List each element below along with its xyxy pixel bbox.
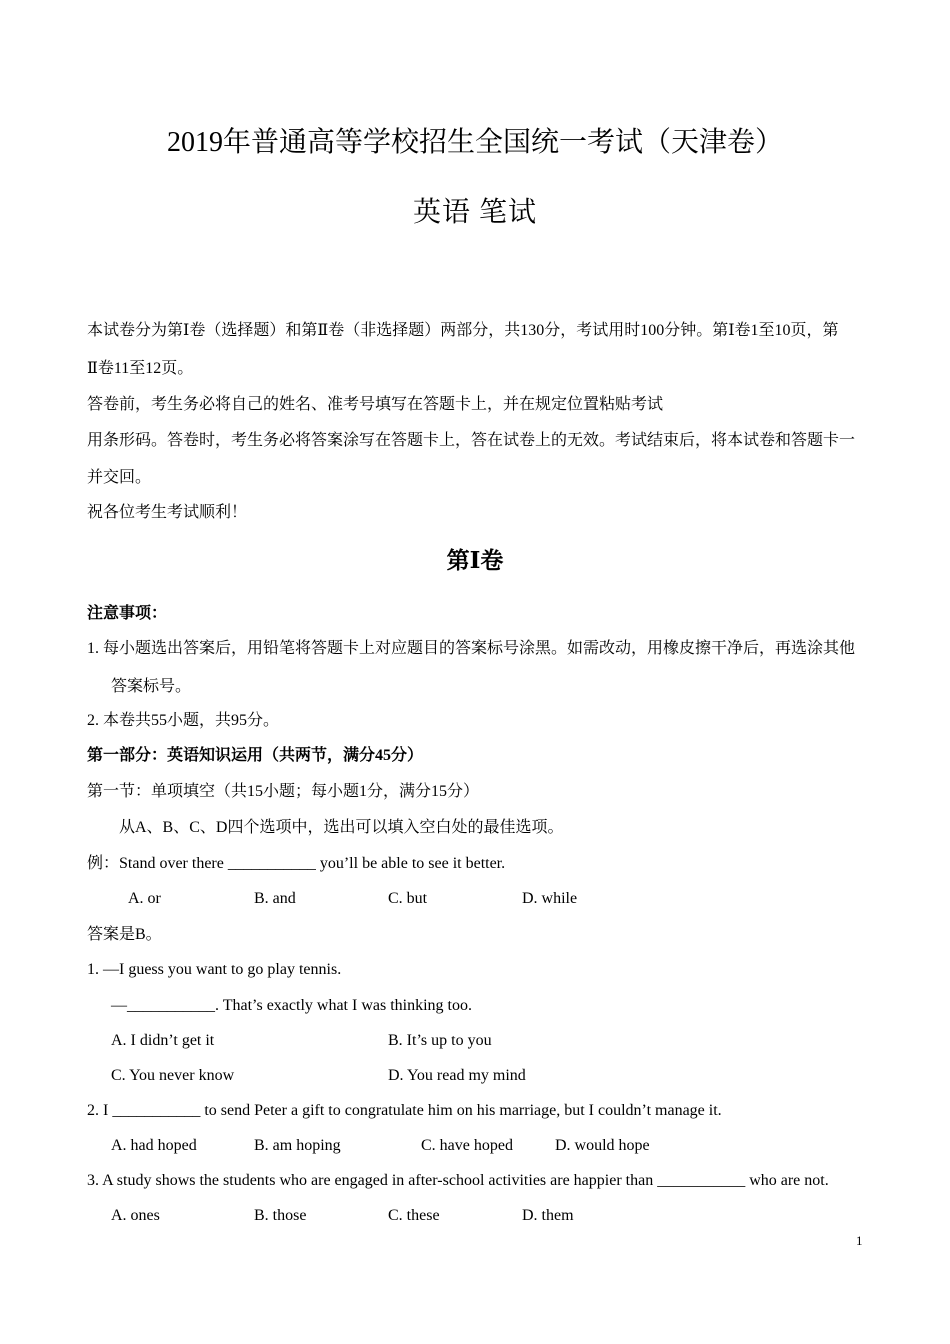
section1-heading: 第一节：单项填空（共15小题；每小题1分，满分15分） [87,783,480,800]
example-option-b: B. and [254,890,296,907]
intro-line-1: 本试卷分为第Ⅰ卷（选择题）和第Ⅱ卷（非选择题）两部分，共130分，考试用时100分钟。第Ⅰ卷1至10页，第 [87,322,839,339]
intro-line-2: Ⅱ卷11至12页。 [87,360,194,377]
question-1-option-a: A. I didn’t get it [111,1032,215,1049]
part1-heading: 第一部分：英语知识运用（共两节，满分45分） [87,747,424,764]
notes-item-1-cont: 答案标号。 [111,678,192,695]
question-1-option-c: C. You never know [111,1067,235,1084]
example-answer: 答案是B。 [87,926,162,943]
intro-line-5: 并交回。 [87,469,152,486]
intro-line-4: 用条形码。答卷时，考生务必将答案涂写在答题卡上，答在试卷上的无效。考试结束后，将本试卷和答题卡一 [87,432,856,449]
example-option-c: C. but [388,890,428,907]
exam-subtitle: 英语 笔试 [412,197,537,228]
example-stem: 例：Stand over there ___________ you’ll be able to see it better. [87,855,506,872]
intro-line-3: 答卷前，考生务必将自己的姓名、准考号填写在答题卡上，并在规定位置粘贴考试 [87,396,664,413]
question-2-option-d: D. would hope [555,1137,650,1154]
example-option-d: D. while [522,890,578,907]
question-1-reply: —___________. That’s exactly what I was thinking too. [111,997,472,1014]
question-3-option-d: D. them [522,1207,574,1224]
question-2-option-b: B. am hoping [254,1137,341,1154]
notes-item-1: 1. 每小题选出答案后，用铅笔将答题卡上对应题目的答案标号涂黑。如需改动，用橡皮擦干净后，再选涂其他 [87,640,856,657]
question-2-option-c: C. have hoped [421,1137,513,1154]
section-title: 第Ⅰ卷 [446,548,504,573]
section1-instruction: 从A、B、C、D四个选项中，选出可以填入空白处的最佳选项。 [119,819,564,836]
question-3-stem: 3. A study shows the students who are engaged in after-school activities are happier than ___________ who are not. [87,1172,829,1189]
page-number: 1 [856,1233,863,1248]
question-3-option-a: A. ones [111,1207,160,1224]
notes-item-2: 2. 本卷共55小题，共95分。 [87,712,280,729]
example-option-a: A. or [128,890,161,907]
question-3-option-b: B. those [254,1207,307,1224]
question-3-option-c: C. these [388,1207,440,1224]
intro-line-6: 祝各位考生考试顺利！ [87,504,248,521]
question-2-stem: 2. I ___________ to send Peter a gift to congratulate him on his marriage, but I couldn’t manage it. [87,1102,722,1119]
question-2-option-a: A. had hoped [111,1137,197,1154]
question-1-option-d: D. You read my mind [388,1067,526,1084]
question-1-option-b: B. It’s up to you [388,1032,492,1049]
exam-title: 2019年普通高等学校招生全国统一考试（天津卷） [166,127,783,158]
notes-heading: 注意事项： [87,605,168,622]
question-1-stem: 1. —I guess you want to go play tennis. [87,961,342,978]
